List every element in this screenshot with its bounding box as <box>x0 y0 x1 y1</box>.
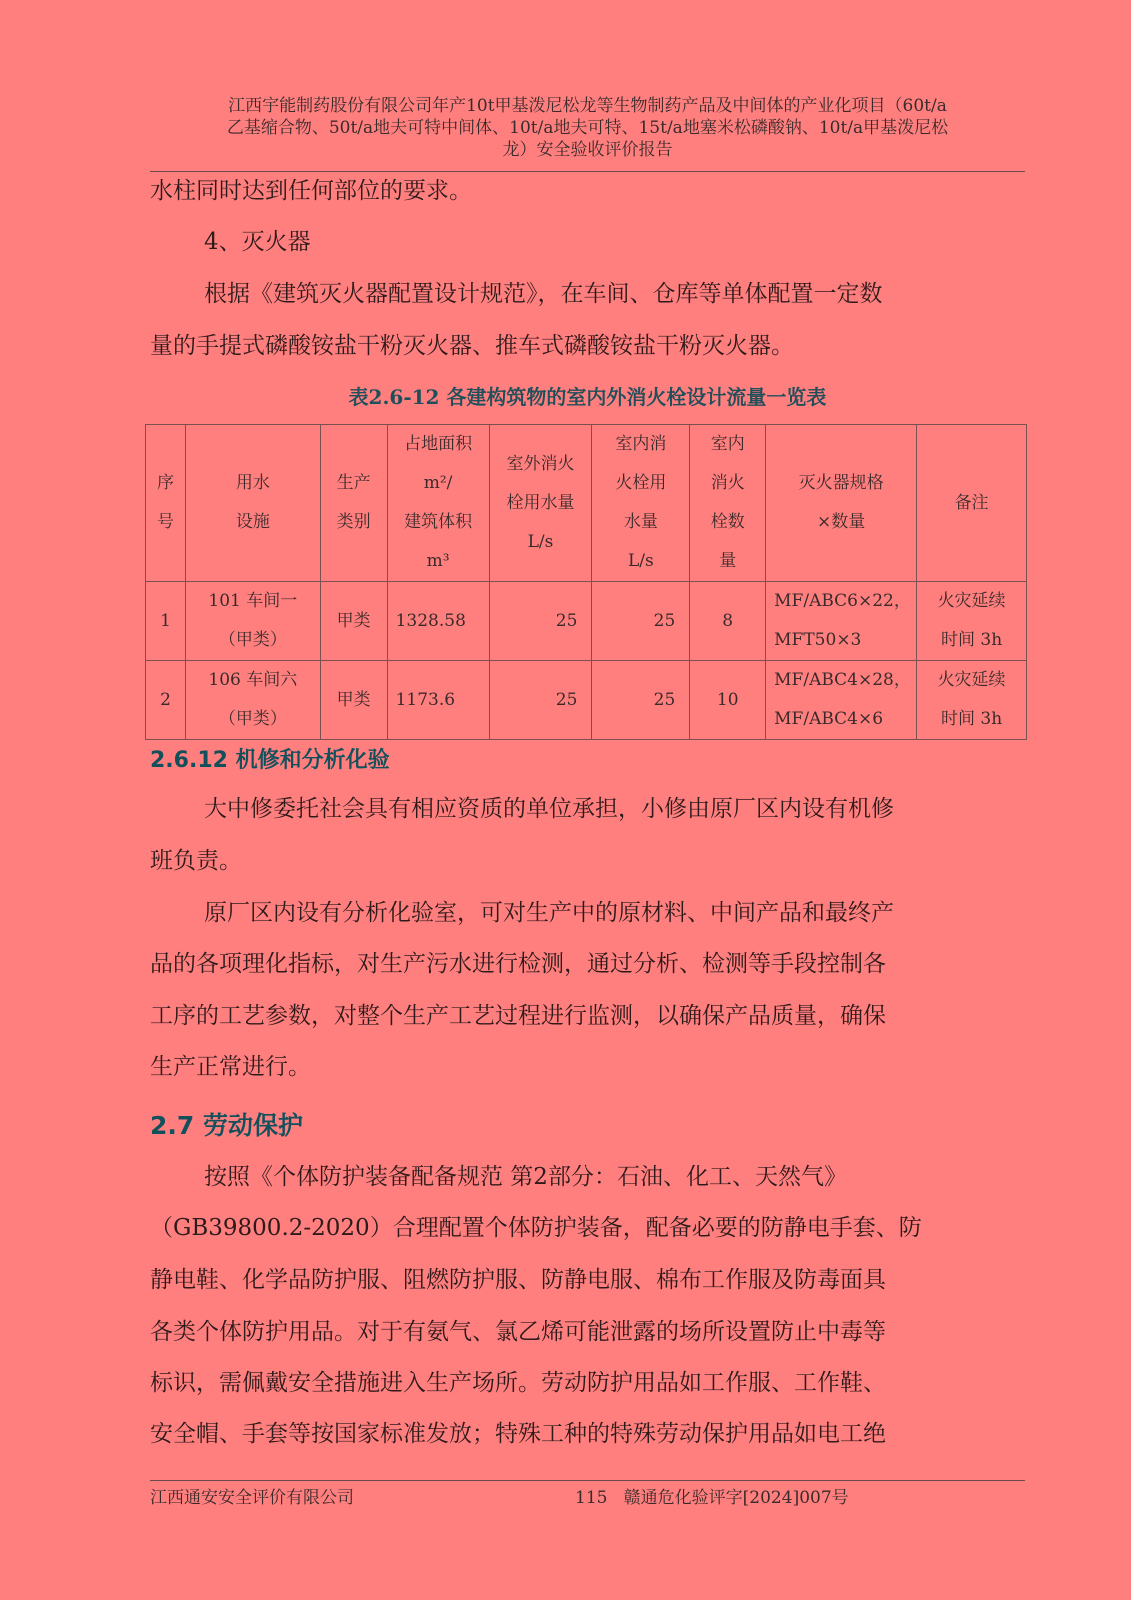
cell-category: 甲类 <box>320 661 387 740</box>
header-cell-indoor-flow: 室内消 火栓用 水量 L/s <box>592 425 690 582</box>
paragraph-protection-line2: （GB39800.2-2020）合理配置个体防护装备，配备必要的防静电手套、防 <box>150 1215 922 1241</box>
header-line-1: 江西宇能制药股份有限公司年产10t甲基泼尼松龙等生物制药产品及中间体的产业化项目（60t/a <box>228 96 947 116</box>
header-divider <box>150 171 1025 172</box>
cell-category: 甲类 <box>320 582 387 661</box>
cell-note: 火灾延续 时间 3h <box>917 661 1027 740</box>
footer-page-info <box>575 1483 849 1508</box>
paragraph-protection-line4: 各类个体防护用品。对于有氨气、氯乙烯可能泄露的场所设置防止中毒等 <box>150 1319 886 1345</box>
paragraph-protection-line3: 静电鞋、化学品防护服、阻燃防护服、防静电服、棉布工作服及防毒面具 <box>150 1267 886 1293</box>
paragraph-repair-line2: 班负责。 <box>150 848 242 874</box>
table-row <box>146 582 1027 661</box>
header-cell-no: 序 号 <box>146 425 186 582</box>
hydrant-flow-table <box>145 424 1027 740</box>
document-number: 赣通危化验评字[2024]007号 <box>623 1488 849 1508</box>
header-cell-category: 生产 类别 <box>320 425 387 582</box>
table-caption: 表2.6-12 各建构筑物的室内外消火栓设计流量一览表 <box>348 385 827 409</box>
paragraph-lab-line4: 生产正常进行。 <box>150 1054 311 1080</box>
table-header-row <box>146 425 1027 582</box>
header-cell-extinguisher: 灭火器规格 ×数量 <box>766 425 917 582</box>
cell-indoor-flow: 25 <box>592 582 690 661</box>
paragraph-lab-line1: 原厂区内设有分析化验室，可对生产中的原材料、中间产品和最终产 <box>204 900 894 926</box>
paragraph-protection-line5: 标识，需佩戴安全措施进入生产场所。劳动防护用品如工作服、工作鞋、 <box>150 1370 886 1396</box>
cell-outdoor-flow: 25 <box>489 661 592 740</box>
footer-company: 江西通安安全评价有限公司 <box>150 1488 354 1508</box>
cell-area: 1328.58 <box>387 582 489 661</box>
header-cell-area: 占地面积 m²/ 建筑体积 m³ <box>387 425 489 582</box>
cell-facility: 101 车间一 （甲类） <box>185 582 320 661</box>
header-cell-outdoor-flow: 室外消火 栓用水量 L/s <box>489 425 592 582</box>
header-cell-note: 备注 <box>917 425 1027 582</box>
header-line-2: 乙基缩合物、50t/a地夫可特中间体、10t/a地夫可特、15t/a地塞米松磷酸钠、10t/a甲基泼尼松 <box>226 118 949 138</box>
paragraph-protection-line6: 安全帽、手套等按国家标准发放；特殊工种的特殊劳动保护用品如电工绝 <box>150 1421 886 1447</box>
paragraph-lab-line3: 工序的工艺参数，对整个生产工艺过程进行监测，以确保产品质量，确保 <box>150 1003 886 1029</box>
cell-note: 火灾延续 时间 3h <box>917 582 1027 661</box>
paragraph-repair-line1: 大中修委托社会具有相应资质的单位承担，小修由原厂区内设有机修 <box>204 796 894 822</box>
paragraph-protection-line1: 按照《个体防护装备配备规范 第2部分：石油、化工、天然气》 <box>204 1164 847 1190</box>
section-heading-2-6-12: 2.6.12 机修和分析化验 <box>150 748 390 773</box>
cell-area: 1173.6 <box>387 661 489 740</box>
paragraph-continuation: 水柱同时达到任何部位的要求。 <box>150 178 472 204</box>
cell-extinguisher: MF/ABC4×28， MF/ABC4×6 <box>766 661 917 740</box>
cell-hydrant-count: 8 <box>690 582 766 661</box>
cell-outdoor-flow: 25 <box>489 582 592 661</box>
page-header <box>150 95 1025 161</box>
cell-extinguisher: MF/ABC6×22， MFT50×3 <box>766 582 917 661</box>
table-row <box>146 661 1027 740</box>
paragraph-extinguisher-line1: 根据《建筑灭火器配置设计规范》，在车间、仓库等单体配置一定数 <box>204 281 883 307</box>
paragraph-extinguisher-line2: 量的手提式磷酸铵盐干粉灭火器、推车式磷酸铵盐干粉灭火器。 <box>150 333 794 359</box>
cell-no: 1 <box>146 582 186 661</box>
cell-hydrant-count: 10 <box>690 661 766 740</box>
header-cell-facility: 用水 设施 <box>185 425 320 582</box>
footer-divider <box>150 1480 1025 1481</box>
header-line-3: 龙）安全验收评价报告 <box>502 140 673 160</box>
header-cell-hydrant-count: 室内 消火 栓数 量 <box>690 425 766 582</box>
paragraph-lab-line2: 品的各项理化指标，对生产污水进行检测，通过分析、检测等手段控制各 <box>150 951 886 977</box>
cell-no: 2 <box>146 661 186 740</box>
cell-facility: 106 车间六 （甲类） <box>185 661 320 740</box>
section-heading-2-7: 2.7 劳动保护 <box>150 1111 303 1140</box>
page-number: 115 <box>575 1488 608 1508</box>
cell-indoor-flow: 25 <box>592 661 690 740</box>
subheading-extinguisher: 4、灭火器 <box>204 229 311 255</box>
